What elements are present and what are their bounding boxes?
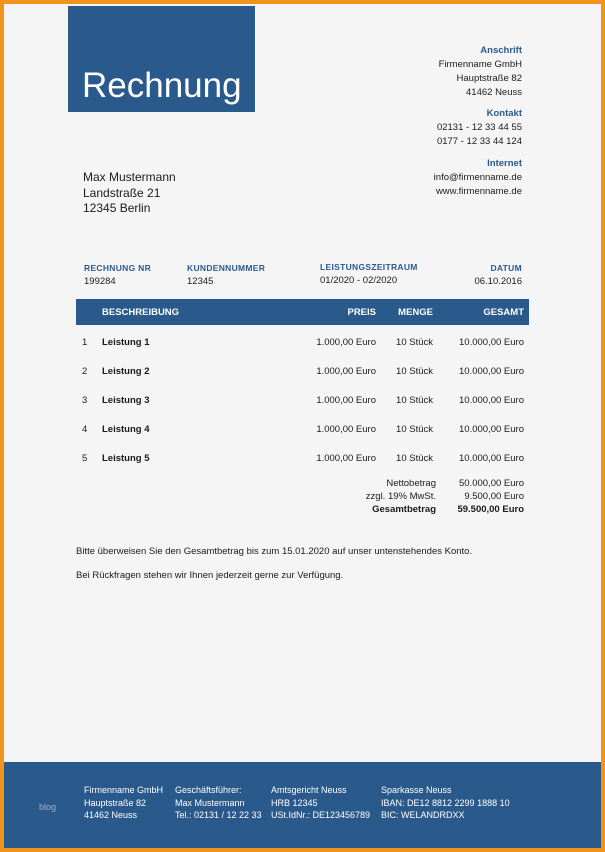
recipient-street: Landstraße 21 — [83, 185, 161, 200]
invoice-date: 06.10.2016 — [474, 276, 522, 287]
row-number: 3 — [82, 395, 88, 406]
footer-line: HRB 12345 — [271, 797, 318, 808]
footer-line: IBAN: DE12 8812 2299 1888 10 — [381, 797, 510, 808]
row-description: Leistung 1 — [102, 337, 150, 348]
customer-number-block — [187, 263, 265, 287]
invoice-number-block — [84, 263, 151, 287]
footer-management — [175, 784, 262, 822]
footer-line: BIC: WELANDRDXX — [381, 810, 465, 820]
sender-internet — [434, 157, 522, 199]
gross-label: Gesamtbetrag — [372, 504, 436, 515]
row-number: 2 — [82, 366, 88, 377]
row-total: 10.000,00 Euro — [459, 337, 524, 348]
row-number: 4 — [82, 424, 88, 435]
table-row — [76, 424, 529, 444]
service-period-block — [320, 262, 418, 286]
title-box — [68, 6, 255, 112]
recipient-address — [83, 170, 176, 217]
address-line: 41462 Neuss — [466, 87, 522, 98]
row-description: Leistung 3 — [102, 395, 150, 406]
footer-line: Amtsgericht Neuss — [271, 785, 347, 795]
table-row — [76, 395, 529, 415]
address-line: Firmenname GmbH — [438, 59, 522, 70]
row-number: 5 — [82, 453, 88, 464]
row-description: Leistung 5 — [102, 453, 150, 464]
row-total: 10.000,00 Euro — [459, 395, 524, 406]
footer-line: Max Mustermann — [175, 797, 245, 808]
payment-note: Bitte überweisen Sie den Gesamtbetrag bis zum 15.01.2020 auf unser untenstehendes Konto. — [76, 546, 473, 557]
footer-line: Firmenname GmbH — [84, 785, 164, 795]
date-label: DATUM — [490, 263, 522, 273]
phone-line: 02131 - 12 33 44 55 — [436, 122, 522, 133]
row-quantity: 10 Stück — [396, 453, 433, 464]
address-line: Hauptstraße 82 — [456, 73, 522, 84]
row-total: 10.000,00 Euro — [459, 453, 524, 464]
row-price: 1.000,00 Euro — [316, 337, 376, 348]
footer-line: Geschäftsführer: — [175, 785, 242, 795]
footer-line: USt.IdNr.: DE123456789 — [271, 810, 371, 820]
customer-number: 12345 — [187, 276, 214, 287]
table-row — [76, 366, 529, 386]
customer-number-label: KUNDENNUMMER — [187, 263, 266, 273]
col-description: BESCHREIBUNG — [102, 307, 180, 318]
row-number: 1 — [82, 337, 88, 348]
sender-address — [439, 44, 522, 100]
row-quantity: 10 Stück — [396, 366, 433, 377]
page-title: Rechnung — [82, 66, 242, 105]
col-quantity: MENGE — [398, 307, 433, 318]
watermark: blog — [39, 802, 57, 812]
row-description: Leistung 2 — [102, 366, 150, 377]
service-period: 01/2020 - 02/2020 — [320, 275, 398, 286]
row-price: 1.000,00 Euro — [316, 366, 376, 377]
col-total: GESAMT — [483, 307, 524, 318]
footer-line: Hauptstraße 82 — [84, 797, 147, 808]
phone-line: 0177 - 12 33 44 124 — [436, 136, 522, 147]
table-header — [76, 299, 529, 325]
footer-registry — [271, 784, 370, 822]
invoice-number-label: RECHNUNG NR — [84, 263, 152, 273]
service-period-label: LEISTUNGSZEITRAUM — [320, 262, 418, 272]
table-row — [76, 453, 529, 473]
recipient-city: 12345 Berlin — [83, 201, 151, 215]
internet-heading: Internet — [487, 158, 522, 169]
net-label: Nettobetrag — [386, 478, 436, 489]
row-quantity: 10 Stück — [396, 395, 433, 406]
date-block — [474, 263, 522, 287]
sender-contact — [437, 107, 522, 149]
net-amount: 50.000,00 Euro — [459, 478, 524, 489]
footer-line: 41462 Neuss — [84, 810, 138, 820]
contact-note: Bei Rückfragen stehen wir Ihnen jederzeit gerne zur Verfügung. — [76, 570, 344, 581]
invoice-number: 199284 — [84, 276, 116, 287]
footer-company — [84, 784, 163, 822]
row-total: 10.000,00 Euro — [459, 366, 524, 377]
email-link[interactable]: info@firmenname.de — [433, 172, 522, 183]
footer-bank — [381, 784, 510, 822]
table-row — [76, 337, 529, 357]
recipient-name: Max Mustermann — [83, 170, 176, 184]
address-heading: Anschrift — [480, 45, 522, 56]
vat-amount: 9.500,00 Euro — [464, 491, 524, 502]
row-quantity: 10 Stück — [396, 337, 433, 348]
footer-line: Tel.: 02131 / 12 22 33 — [175, 810, 262, 820]
col-price: PREIS — [347, 307, 376, 318]
gross-amount: 59.500,00 Euro — [457, 504, 524, 515]
row-price: 1.000,00 Euro — [316, 395, 376, 406]
row-description: Leistung 4 — [102, 424, 150, 435]
row-total: 10.000,00 Euro — [459, 424, 524, 435]
row-price: 1.000,00 Euro — [316, 424, 376, 435]
vat-label: zzgl. 19% MwSt. — [365, 491, 436, 502]
footer-line: Sparkasse Neuss — [381, 785, 452, 795]
website-link[interactable]: www.firmenname.de — [435, 186, 522, 197]
row-quantity: 10 Stück — [396, 424, 433, 435]
contact-heading: Kontakt — [486, 108, 522, 119]
row-price: 1.000,00 Euro — [316, 453, 376, 464]
footer — [4, 762, 601, 848]
